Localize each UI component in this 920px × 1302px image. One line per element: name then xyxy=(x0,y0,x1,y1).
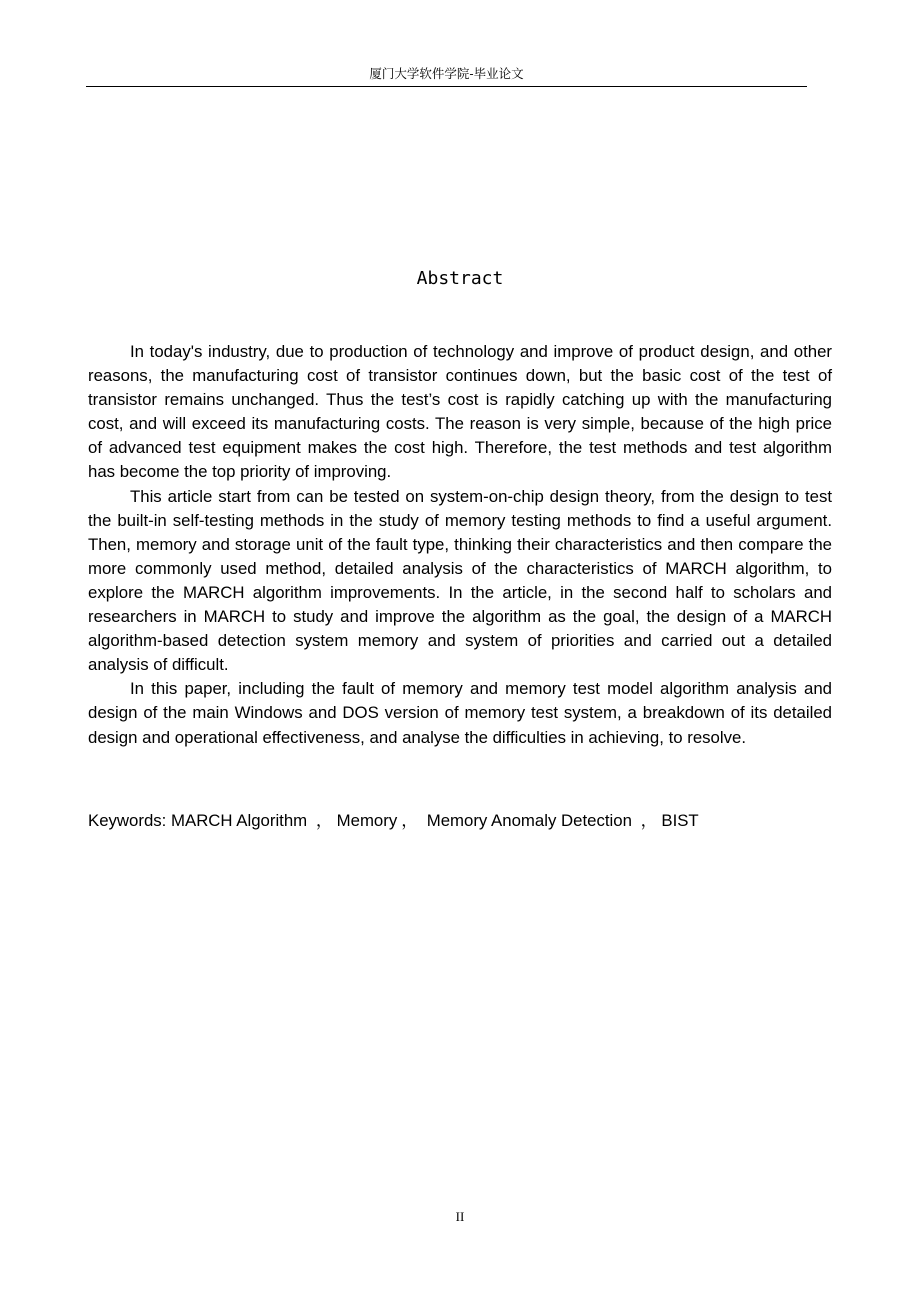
keywords-line xyxy=(88,809,832,833)
abstract-paragraph: This article start from can be tested on system-on-chip design theory, from the design to test the built-in self-testing methods in the study of memory testing methods to find a useful argument. Then, memory and storage unit of the fault type, thinking their characteristics and then compare the more commonly used method, detailed analysis of the characteristics of MARCH algorithm, to explore the MARCH algorithm improvements. In the article, in the second half to scholars and researchers in MARCH to study and improve the algorithm as the goal, the design of a MARCH algorithm-based detection system memory and system of priorities and carried out a detailed analysis of difficult. xyxy=(88,486,832,675)
keyword-item: Memory Anomaly Detection xyxy=(426,811,632,830)
keywords-label: Keywords: xyxy=(88,811,172,830)
keyword-item: BIST xyxy=(661,811,699,830)
running-title: 厦门大学软件学院-毕业论文 xyxy=(369,66,524,81)
abstract-paragraph: In today's industry, due to production of technology and improve of product design, and other reasons, the manufacturing cost of transistor continues down, but the basic cost of the test of transistor remains unchanged. Thus the test’s cost is rapidly catching up with the manufacturing cost, and will exceed its manufacturing costs. The reason is very simple, because of the high price of advanced test equipment makes the cost high. Therefore, the test methods and test algorithm has become the top priority of improving. xyxy=(88,342,832,482)
keyword-separator: ， xyxy=(315,811,333,830)
abstract-title: Abstract xyxy=(416,268,504,289)
running-header xyxy=(86,64,807,87)
abstract-body xyxy=(88,340,832,750)
abstract-paragraph: In this paper, including the fault of memory and memory test model algorithm analysis and design of the main Windows and DOS version of memory test system, a breakdown of its detailed design and operational effectiveness, and analyse the difficulties in achieving, to resolve. xyxy=(88,679,832,747)
keyword-separator: ， xyxy=(640,811,658,830)
keyword-item: Memory xyxy=(336,811,398,830)
keyword-item: MARCH Algorithm xyxy=(171,811,308,830)
keyword-separator: ， xyxy=(401,811,419,830)
page-number: II xyxy=(455,1209,465,1224)
